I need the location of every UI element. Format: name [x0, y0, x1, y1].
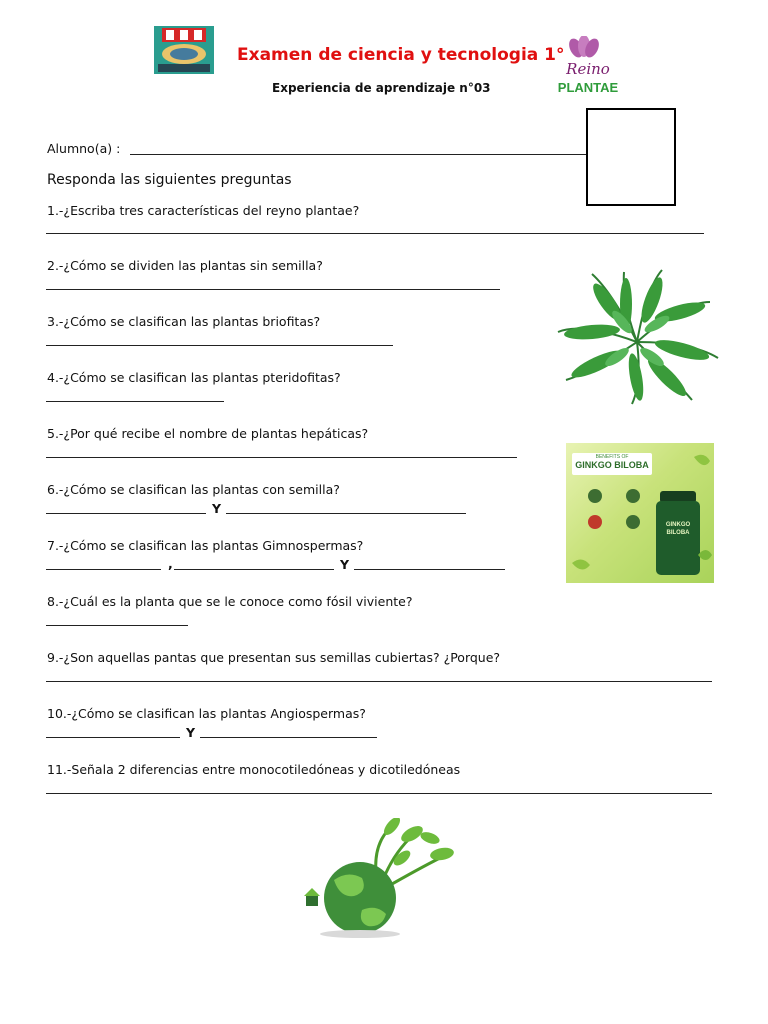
- ginkgo-biloba-ad: [566, 443, 714, 583]
- photo-box: [586, 108, 676, 206]
- answer-line-1[interactable]: [46, 233, 704, 234]
- student-name-line[interactable]: [130, 154, 586, 155]
- answer-line-3[interactable]: [46, 345, 393, 346]
- answer-line-7c[interactable]: [354, 569, 505, 570]
- exam-subtitle: Experiencia de aprendizaje n°03: [272, 81, 491, 95]
- question-11: 11.-Señala 2 diferencias entre monocotiledóneas y dicotiledóneas: [47, 762, 461, 777]
- question-10: 10.-¿Cómo se clasifican las plantas Angiospermas?: [47, 706, 366, 721]
- separator-y: Y: [186, 725, 196, 740]
- person-icon: [626, 515, 640, 529]
- instructions: Responda las siguientes preguntas: [47, 172, 292, 188]
- question-2: 2.-¿Cómo se dividen las plantas sin semilla?: [47, 258, 323, 273]
- question-8: 8.-¿Cuál es la planta que se le conoce como fósil viviente?: [47, 594, 413, 609]
- answer-line-6b[interactable]: [226, 513, 466, 514]
- answer-line-4[interactable]: [46, 401, 224, 402]
- logo-word-reino: Reino: [566, 60, 610, 78]
- answer-line-7b[interactable]: [174, 569, 334, 570]
- student-label: Alumno(a) :: [47, 141, 121, 156]
- answer-line-9[interactable]: [46, 681, 712, 682]
- question-1: 1.-¿Escriba tres características del reyno plantae?: [47, 203, 360, 218]
- supplement-bottle: [656, 501, 700, 575]
- heart-icon: [626, 489, 640, 503]
- separator-comma: ,: [168, 556, 173, 571]
- question-4: 4.-¿Cómo se clasifican las plantas pteridofitas?: [47, 370, 341, 385]
- question-7: 7.-¿Cómo se clasifican las plantas Gimnospermas?: [47, 538, 364, 553]
- answer-line-11[interactable]: [46, 793, 712, 794]
- logo-word-plantae: PLANTAE: [557, 80, 619, 95]
- answer-line-5[interactable]: [46, 457, 517, 458]
- fern-image: [552, 262, 722, 412]
- question-9: 9.-¿Son aquellas pantas que presentan sus semillas cubiertas? ¿Porque?: [47, 650, 501, 665]
- answer-line-8[interactable]: [46, 625, 188, 626]
- exam-title: Examen de ciencia y tecnologia 1°: [237, 45, 565, 65]
- separator-y: Y: [212, 501, 222, 516]
- answer-line-2[interactable]: [46, 289, 500, 290]
- globe-sprout-image: [300, 818, 460, 938]
- separator-y: Y: [340, 557, 350, 572]
- reino-plantae-logo: [552, 36, 624, 98]
- ginkgo-banner-title: GINKGO BILOBA: [575, 460, 649, 470]
- blood-drop-icon: [588, 515, 602, 529]
- ginkgo-benefit-icons: [582, 485, 650, 571]
- ginkgo-banner-small: BENEFITS OF: [595, 454, 629, 460]
- ginkgo-banner: [572, 453, 652, 475]
- question-3: 3.-¿Cómo se clasifican las plantas briofitas?: [47, 314, 321, 329]
- answer-line-10a[interactable]: [46, 737, 180, 738]
- school-logo: [154, 26, 214, 74]
- question-5: 5.-¿Por qué recibe el nombre de plantas hepáticas?: [47, 426, 369, 441]
- answer-line-10b[interactable]: [200, 737, 377, 738]
- question-6: 6.-¿Cómo se clasifican las plantas con semilla?: [47, 482, 340, 497]
- answer-line-6a[interactable]: [46, 513, 206, 514]
- brain-icon: [588, 489, 602, 503]
- answer-line-7a[interactable]: [46, 569, 161, 570]
- bottle-label: GINKGO BILOBA: [665, 522, 691, 536]
